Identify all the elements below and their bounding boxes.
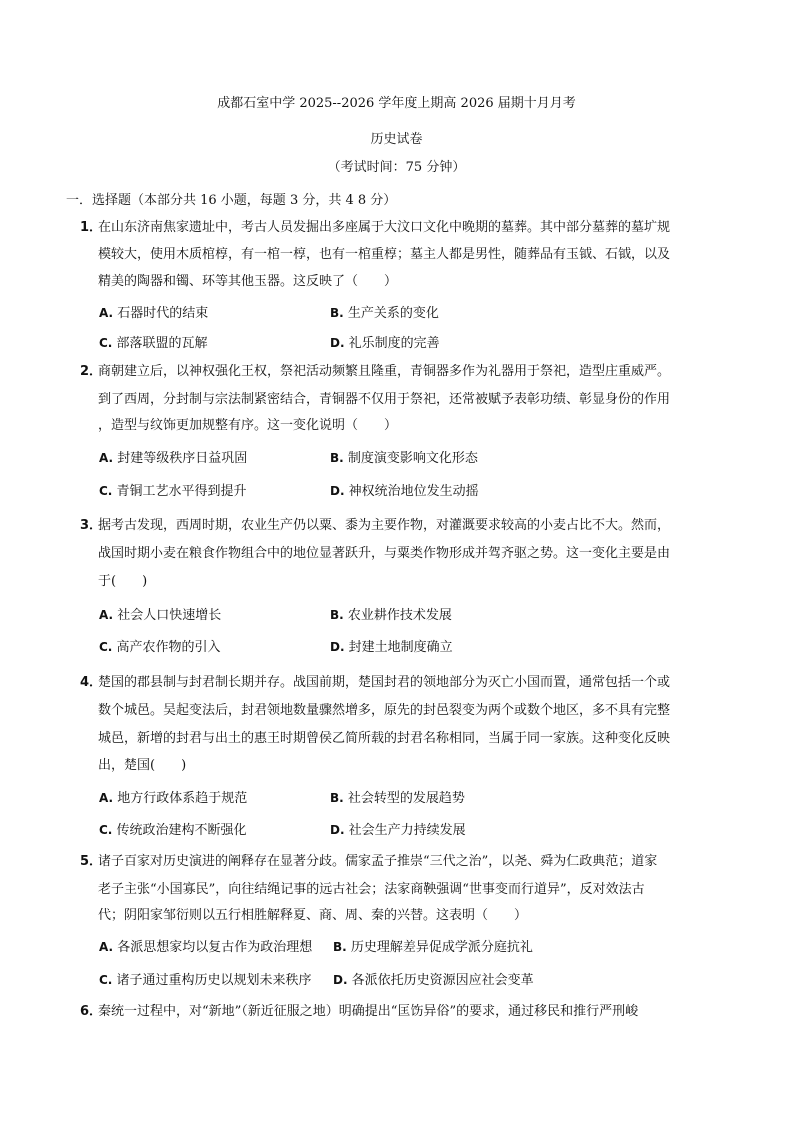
option-letter: A. <box>99 791 114 805</box>
question-number: 2． <box>80 364 103 379</box>
option-letter: B. <box>330 608 344 622</box>
option-text: 社会转型的发展趋势 <box>347 791 465 806</box>
option-letter: C. <box>99 973 113 987</box>
question-text-line: 老子主张“小国寡民”，向往结绳记事的远古社会；法家商鞅强调“世事变而行道异”，反对效法古 <box>98 882 645 897</box>
option-text: 传统政治建构不断强化 <box>116 823 247 838</box>
option-text: 历史理解差异促成学派分庭抗礼 <box>350 940 533 955</box>
option-text: 社会人口快速增长 <box>117 608 222 623</box>
question-text-line: 于( ) <box>98 574 148 589</box>
option-letter: A. <box>99 306 114 320</box>
option-text: 高产农作物的引入 <box>116 640 221 655</box>
option-b <box>330 606 452 625</box>
option-text: 神权统治地位发生动摇 <box>348 484 479 499</box>
option-letter: D. <box>330 484 345 498</box>
option-letter: D. <box>333 973 348 987</box>
question-text-line: 商朝建立后，以神权强化王权，祭祀活动频繁且隆重，青铜器多作为礼器用于祭祀，造型庄重威严。 <box>98 364 671 379</box>
exam-time: （考试时间：75 分钟） <box>327 160 466 175</box>
option-c <box>99 971 312 990</box>
option-letter: A. <box>99 451 114 465</box>
option-c <box>99 482 247 501</box>
question-number: 4． <box>80 675 103 690</box>
question-text-line: 战国时期小麦在粮食作物组合中的地位显著跃升，与粟类作物形成并驾齐驱之势。这一变化主要是由 <box>98 546 671 561</box>
option-b <box>330 789 465 808</box>
subject-title: 历史试卷 <box>370 132 423 147</box>
question-text-line: 据考古发现，西周时期，农业生产仍以粟、黍为主要作物，对灌溉要求较高的小麦占比不大。然而， <box>98 518 671 533</box>
option-text: 各派思想家均以复古作为政治理想 <box>117 940 313 955</box>
option-text: 各派依托历史资源因应社会变革 <box>351 973 534 988</box>
option-letter: B. <box>330 306 344 320</box>
section-heading: 一．选择题（本部分共 16 小题，每题 3 分，共 4 8 分） <box>66 193 397 208</box>
option-text: 礼乐制度的完善 <box>348 336 440 351</box>
option-letter: C. <box>99 484 113 498</box>
option-text: 青铜工艺水平得到提升 <box>116 484 247 499</box>
question-text-line: 精美的陶器和镯、环等其他玉器。这反映了（ ） <box>98 274 398 289</box>
question-number: 3． <box>80 518 103 533</box>
option-letter: D. <box>330 336 345 350</box>
option-letter: B. <box>330 451 344 465</box>
option-text: 石器时代的结束 <box>117 306 209 321</box>
option-b <box>333 938 533 957</box>
question-number: 5． <box>80 854 103 869</box>
option-d <box>330 334 440 353</box>
question-text-line: 出，楚国( ) <box>98 758 187 773</box>
option-letter: B. <box>333 940 347 954</box>
option-a <box>99 449 247 468</box>
option-d <box>333 971 534 990</box>
question-text-line: 模较大，使用木质棺椁，有一棺一椁，也有一棺重椁；墓主人都是男性，随葬品有玉钺、石钺，以及 <box>98 247 671 262</box>
option-d <box>330 821 466 840</box>
exam-title: 成都石室中学 2025--2026 学年度上期高 2026 届期十月月考 <box>217 96 576 111</box>
question-text-line: 代；阴阳家邹衍则以五行相胜解释夏、商、周、秦的兴替。这表明（ ） <box>98 908 528 923</box>
option-b <box>330 449 478 468</box>
question-text-line: ，造型与纹饰更加规整有序。这一变化说明（ ） <box>98 418 398 433</box>
option-letter: C. <box>99 336 113 350</box>
option-text: 地方行政体系趋于规范 <box>117 791 248 806</box>
option-letter: D. <box>330 640 345 654</box>
option-d <box>330 482 479 501</box>
question-text-line: 在山东济南焦家遗址中，考古人员发掘出多座属于大汶口文化中晚期的墓葬。其中部分墓葬的墓圹规 <box>98 220 671 235</box>
option-letter: A. <box>99 940 114 954</box>
question-text-line: 城邑，新增的封君与出土的惠王时期曾侯乙简所载的封君名称相同，当属于同一家族。这种变化反映 <box>98 731 671 746</box>
option-text: 农业耕作技术发展 <box>347 608 452 623</box>
question-number: 6． <box>80 1004 103 1019</box>
option-d <box>330 638 453 657</box>
option-b <box>330 304 439 323</box>
option-text: 制度演变影响文化形态 <box>347 451 478 466</box>
option-letter: C. <box>99 823 113 837</box>
question-text-line: 秦统一过程中，对“新地”（新近征服之地）明确提出“匡饬异俗”的要求，通过移民和推行严刑峻 <box>98 1004 639 1019</box>
option-a <box>99 789 247 808</box>
question-number: 1． <box>80 220 103 235</box>
question-text-line: 数个城邑。吴起变法后，封君领地数量骤然增多，原先的封邑裂变为两个或数个地区，多不具有完整 <box>98 703 671 718</box>
question-text-line: 楚国的郡县制与封君制长期并存。战国前期，楚国封君的领地部分为灭亡小国而置，通常包括一个或 <box>98 675 671 690</box>
option-text: 封建等级秩序日益巩固 <box>117 451 248 466</box>
option-letter: B. <box>330 791 344 805</box>
option-letter: D. <box>330 823 345 837</box>
option-a <box>99 606 221 625</box>
option-text: 诸子通过重构历史以规划未来秩序 <box>116 973 312 988</box>
option-text: 封建土地制度确立 <box>348 640 453 655</box>
option-text: 社会生产力持续发展 <box>348 823 466 838</box>
option-text: 生产关系的变化 <box>347 306 439 321</box>
option-text: 部落联盟的瓦解 <box>116 336 208 351</box>
question-text-line: 到了西周，分封制与宗法制紧密结合，青铜器不仅用于祭祀，还常被赋予表彰功绩、彰显身份的作用 <box>98 392 671 407</box>
option-a <box>99 304 208 323</box>
option-c <box>99 334 208 353</box>
option-c <box>99 638 221 657</box>
option-letter: C. <box>99 640 113 654</box>
question-text-line: 诸子百家对历史演进的阐释存在显著分歧。儒家孟子推崇“三代之治”，以尧、舜为仁政典范；道家 <box>98 854 658 869</box>
option-a <box>99 938 312 957</box>
option-letter: A. <box>99 608 114 622</box>
option-c <box>99 821 247 840</box>
